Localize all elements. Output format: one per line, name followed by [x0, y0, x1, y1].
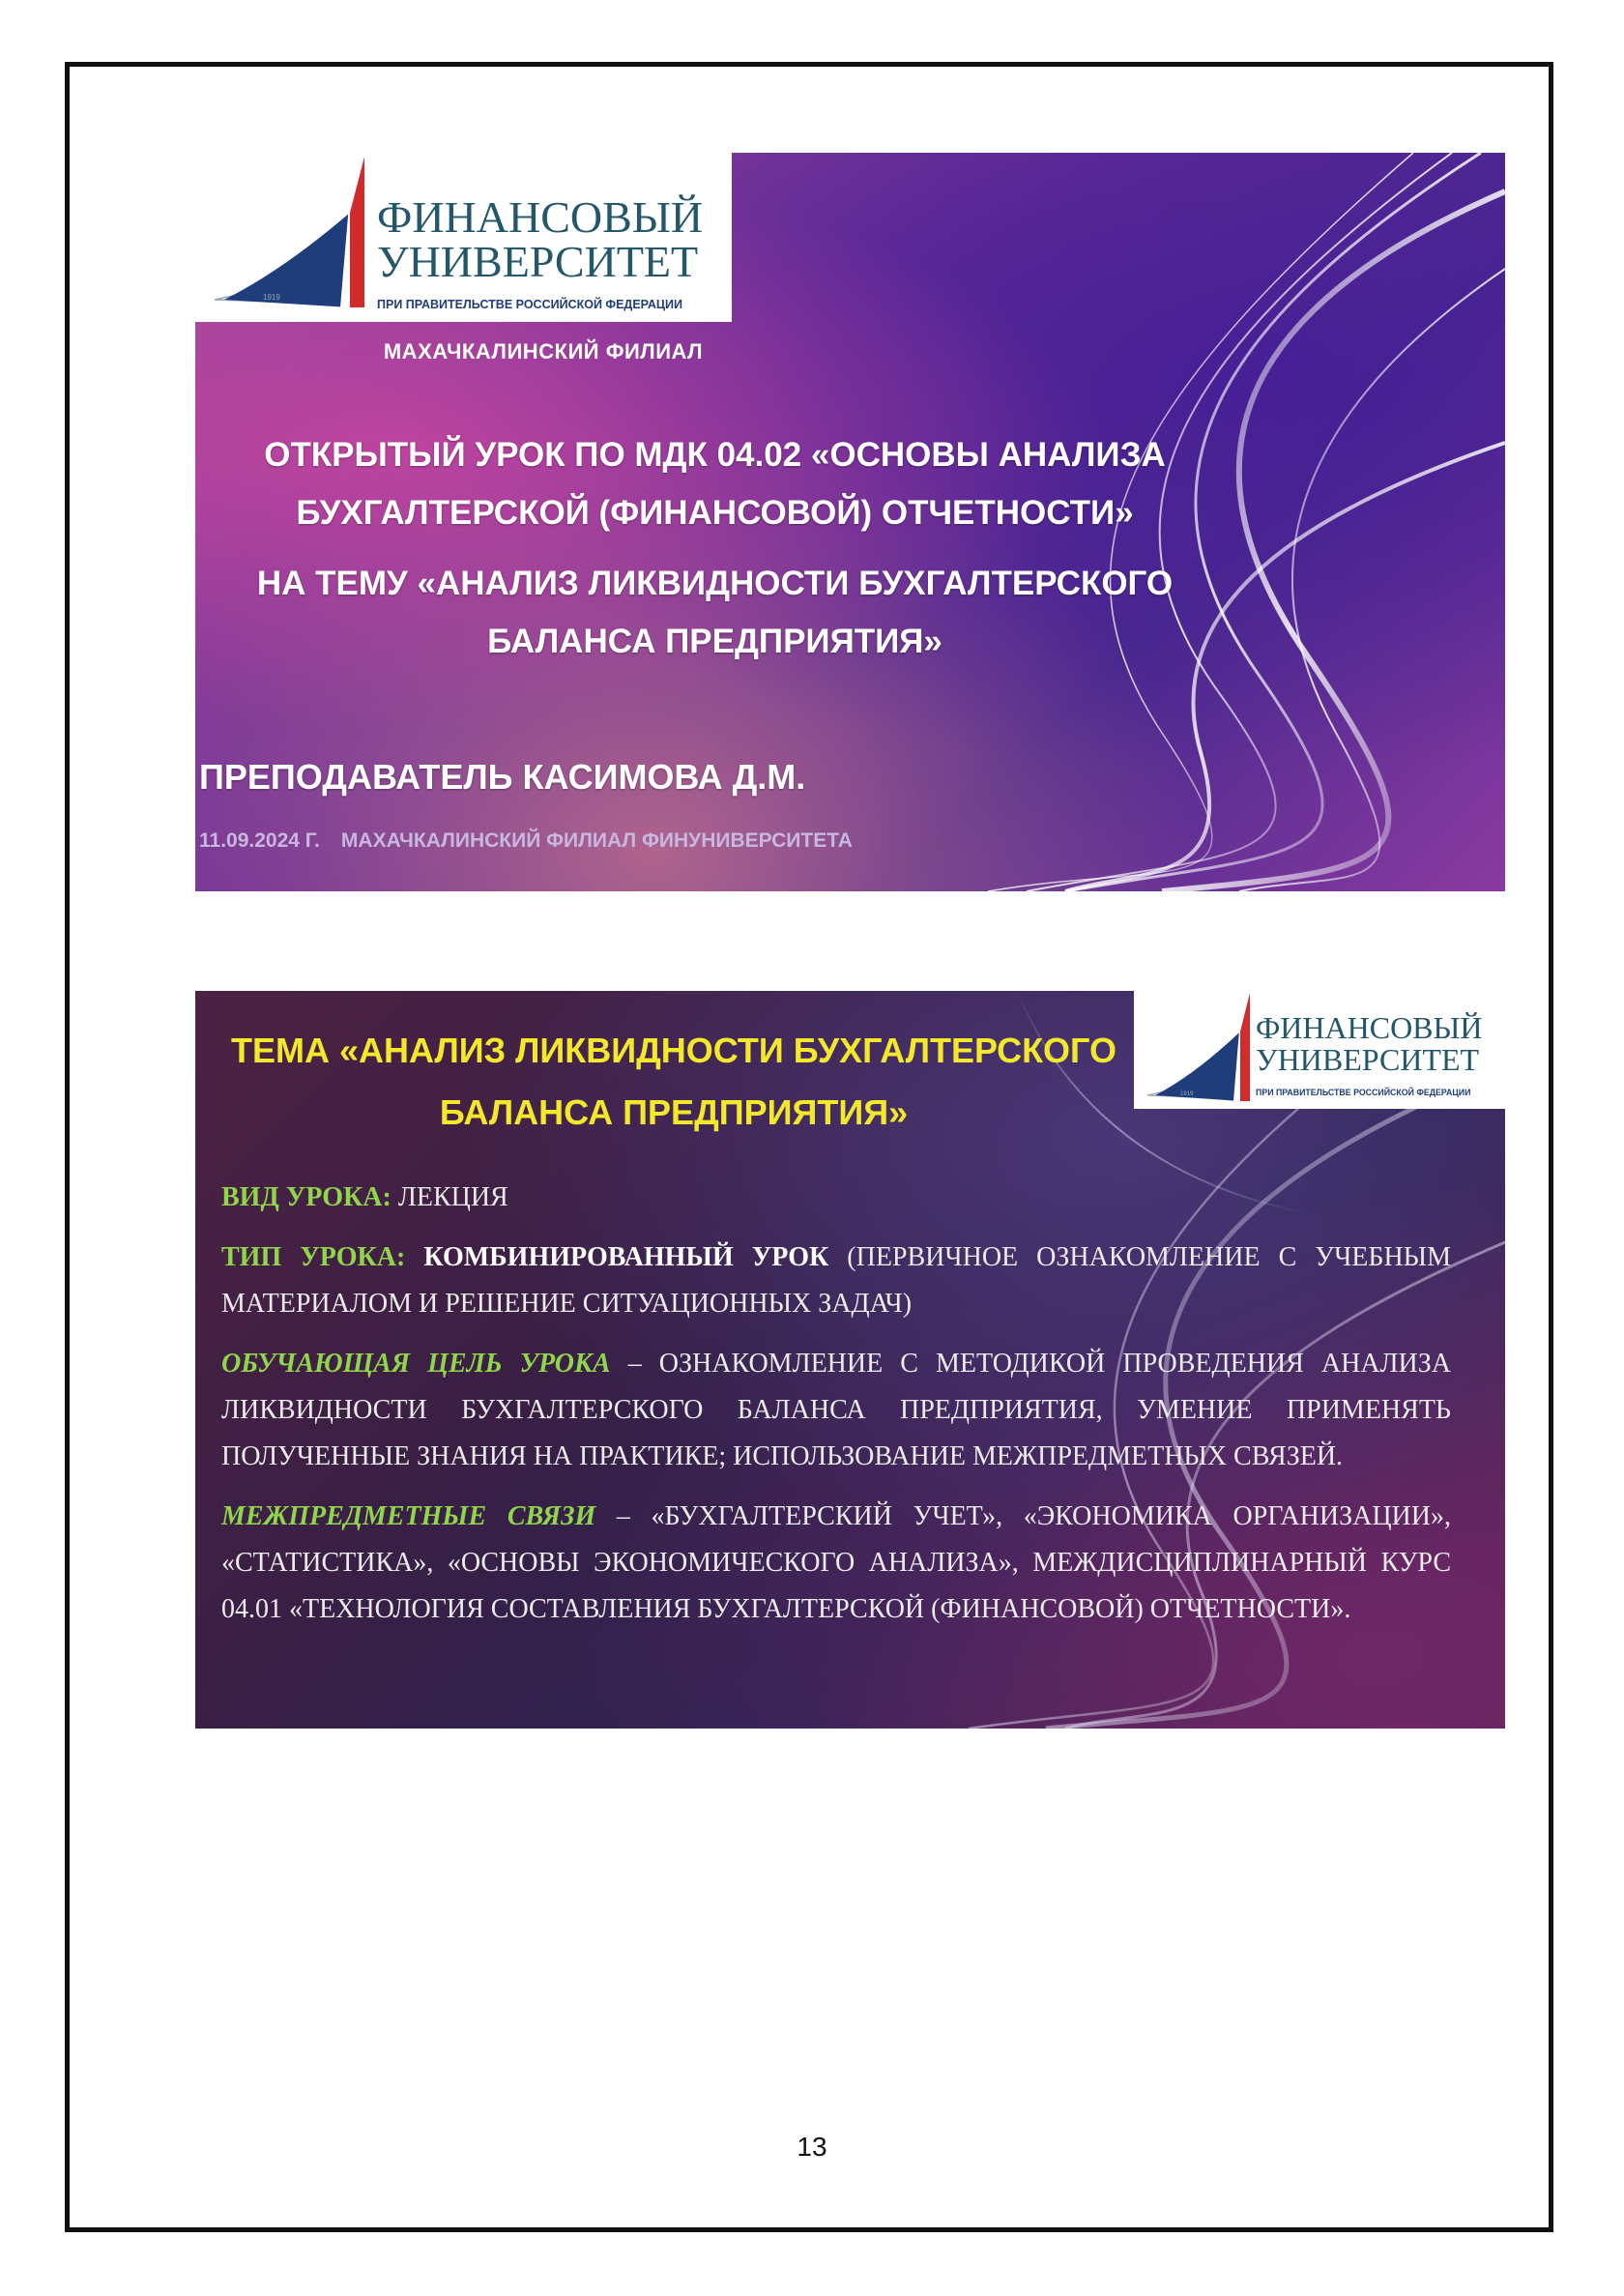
lesson-goal — [221, 1341, 1451, 1480]
university-logo — [195, 153, 732, 322]
lesson-topic: НА ТЕМУ «АНАЛИЗ ЛИКВИДНОСТИ БУХГАЛТЕРСКОГО БАЛАНСА ПРЕДПРИЯТИЯ» — [256, 565, 1174, 660]
logo-year: 1919 — [263, 293, 280, 302]
logo-text-line1: ФИНАНСОВЫЙ — [377, 192, 704, 242]
lesson-title: ОТКРЫТЫЙ УРОК ПО МДК 04.02 «ОСНОВЫ АНАЛИЗА БУХГАЛТЕРСКОЙ (ФИНАНСОВОЙ) ОТЧЕТНОСТИ» — [264, 436, 1166, 532]
logo-text-line2: УНИВЕРСИТЕТ — [1256, 1042, 1480, 1077]
logo-text-line1: ФИНАНСОВЫЙ — [1256, 1010, 1483, 1045]
item-text: (ПЕРВИЧНОЕ ОЗНАКОМЛЕНИЕ С УЧЕБНЫМ МАТЕРИАЛОМ И РЕШЕНИЕ СИТУАЦИОННЫХ ЗАДАЧ) — [221, 1242, 1451, 1319]
logo-subtitle: ПРИ ПРАВИТЕЛЬСТВЕ РОССИЙСКОЙ ФЕДЕРАЦИИ — [1256, 1088, 1471, 1097]
topic-title: ТЕМА «АНАЛИЗ ЛИКВИДНОСТИ БУХГАЛТЕРСКОГО БАЛАНСА ПРЕДПРИЯТИЯ» — [231, 1031, 1116, 1132]
logo-sail-icon — [205, 155, 369, 311]
item-label: ОБУЧАЮЩАЯ ЦЕЛЬ УРОКА — [221, 1349, 611, 1379]
item-label: ТИП УРОКА: — [221, 1242, 406, 1272]
item-emphasis: КОМБИНИРОВАННЫЙ УРОК — [405, 1242, 829, 1272]
lesson-info-slide — [195, 991, 1505, 1729]
logo-subtitle: ПРИ ПРАВИТЕЛЬСТВЕ РОССИЙСКОЙ ФЕДЕРАЦИИ — [377, 298, 683, 311]
logo-sail-icon — [1142, 991, 1254, 1103]
item-text: – ОЗНАКОМЛЕНИЕ С МЕТОДИКОЙ ПРОВЕДЕНИЯ АНАЛИЗА ЛИКВИДНОСТИ БУХГАЛТЕРСКОГО БАЛАНСА ПРЕДПРИЯТИЯ, УМЕНИЕ ПРИМЕНЯТЬ ПОЛУЧЕННЫЕ ЗНАНИЯ НА ПРАКТИКЕ; ИСПОЛЬЗОВАНИЕ МЕЖПРЕДМЕТНЫХ СВЯЗЕЙ. — [221, 1349, 1451, 1471]
teacher-name: ПРЕПОДАВАТЕЛЬ КАСИМОВА Д.М. — [199, 757, 806, 797]
item-text: ЛЕКЦИЯ — [391, 1182, 508, 1212]
university-logo — [1134, 991, 1505, 1109]
lesson-type — [221, 1235, 1451, 1327]
lesson-date: 11.09.2024 Г. — [199, 829, 320, 852]
item-label: МЕЖПРЕДМЕТНЫЕ СВЯЗИ — [221, 1501, 596, 1531]
footer-institution: МАХАЧКАЛИНСКИЙ ФИЛИАЛ ФИНУНИВЕРСИТЕТА — [340, 829, 853, 852]
title-slide — [195, 153, 1505, 891]
logo-year: 1919 — [1180, 1091, 1194, 1097]
lesson-kind — [221, 1175, 1451, 1221]
item-text: – «БУХГАЛТЕРСКИЙ УЧЕТ», «ЭКОНОМИКА ОРГАНИЗАЦИИ», «СТАТИСТИКА», «ОСНОВЫ ЭКОНОМИЧЕСКОГО АНАЛИЗА», МЕЖДИСЦИПЛИНАРНЫЙ КУРС 04.01 «ТЕХНОЛОГИЯ СОСТАВЛЕНИЯ БУХГАЛТЕРСКОЙ (ФИНАНСОВОЙ) ОТЧЕТНОСТИ». — [221, 1501, 1451, 1624]
slide-footer — [199, 829, 853, 853]
item-label: ВИД УРОКА: — [221, 1182, 392, 1212]
lesson-details — [221, 1175, 1451, 1646]
page-number: 13 — [797, 2132, 827, 2162]
logo-text-line2: УНИВЕРСИТЕТ — [377, 237, 699, 286]
branch-name: МАХАЧКАЛИНСКИЙ ФИЛИАЛ — [383, 339, 704, 363]
interdisciplinary-links — [221, 1494, 1451, 1633]
